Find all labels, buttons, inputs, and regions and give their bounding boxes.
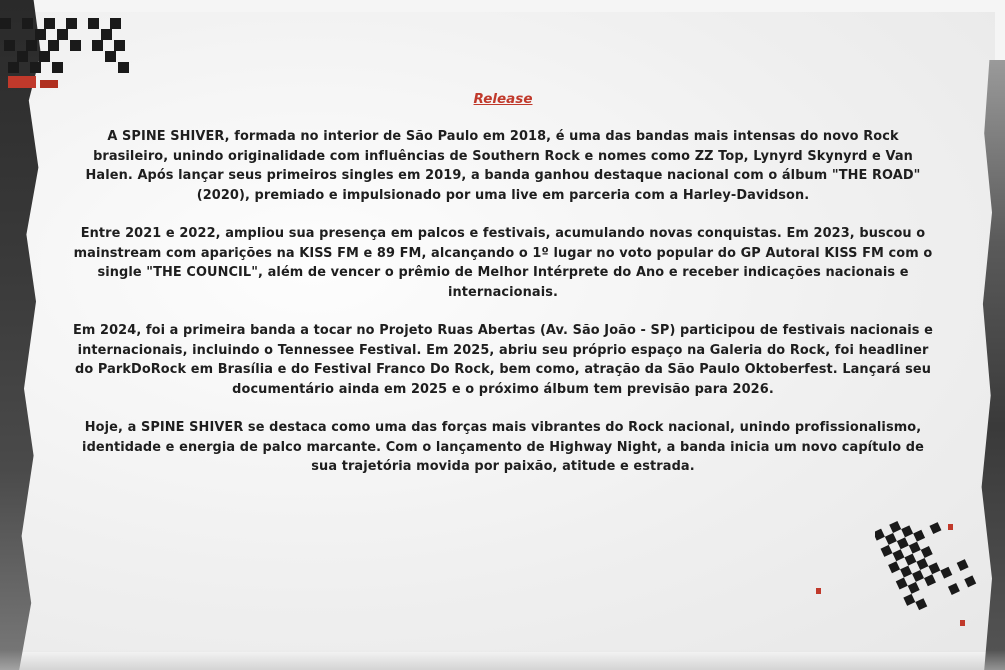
- red-paint-speck: [960, 620, 965, 626]
- paragraph-1: A SPINE SHIVER, formada no interior de São Paulo em 2018, é uma das bandas mais intensas do novo Rock brasileiro, unindo originalidade com influências de Southern Rock e nomes como ZZ Top, Lynyrd Skynyrd e Van Halen. Após lançar seus primeiros singles em 2019, a banda ganhou destaque nacional com o álbum "THE ROAD" (2020), premiado e impulsionado por uma live em parceria com a Harley-Davidson.: [85, 129, 921, 203]
- red-brush-stroke: [8, 76, 36, 88]
- bottom-shadow: [0, 650, 1005, 670]
- checkered-flag-decoration-bottom-right: [875, 502, 985, 642]
- paragraph-2: Entre 2021 e 2022, ampliou sua presença em palcos e festivais, acumulando novas conquistas. Em 2023, buscou o mainstream com aparições na KISS FM e 89 FM, alcançando o 1º lugar no voto popular do GP Autoral KISS FM com o single "THE COUNCIL", além de vencer o prêmio de Melhor Intérprete do Ano e receber indicações nacionais e internacionais.: [73, 226, 933, 300]
- red-paint-speck: [948, 524, 953, 530]
- paragraph-3: Em 2024, foi a primeira banda a tocar no Projeto Ruas Abertas (Av. São João - SP) participou de festivais nacionais e internacionais, incluindo o Tennessee Festival. Em 2025, abriu seu próprio espaço na Galeria do Rock, foi headliner do ParkDoRock em Brasília e do Festival Franco Do Rock, bem como, atração da São Paulo Oktoberfest. Lançará seu documentário ainda em 2025 e o próximo álbum tem previsão para 2026.: [73, 323, 933, 397]
- release-content: [70, 88, 936, 496]
- red-paint-speck: [816, 588, 821, 594]
- release-title: Release: [473, 91, 533, 107]
- paragraph-4: Hoje, a SPINE SHIVER se destaca como uma das forças mais vibrantes do Rock nacional, unindo profissionalismo, identidade e energia de palco marcante. Com o lançamento de Highway Night, a banda inicia um novo capítulo de sua trajetória movida por paixão, atitude e estrada.: [82, 420, 924, 474]
